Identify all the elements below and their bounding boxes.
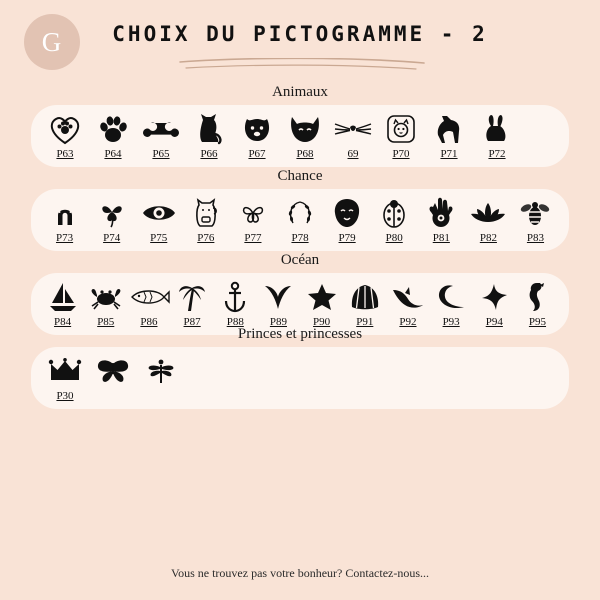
pictogram-item[interactable] bbox=[425, 112, 473, 161]
logo-letter: G bbox=[41, 26, 63, 57]
sea-star-icon[interactable] bbox=[479, 280, 509, 314]
pictogram-item[interactable] bbox=[257, 280, 300, 329]
pictogram-row bbox=[31, 347, 569, 409]
pictogram-code: P63 bbox=[56, 148, 74, 160]
pictogram-code: P77 bbox=[244, 232, 262, 244]
pictogram-code: P67 bbox=[248, 148, 266, 160]
pug-face-icon[interactable] bbox=[241, 112, 273, 146]
pictogram-code: P65 bbox=[152, 148, 170, 160]
section-princes-et-princesses bbox=[0, 326, 600, 409]
pictogram-item[interactable] bbox=[324, 196, 371, 245]
crab-icon[interactable] bbox=[88, 280, 124, 314]
pictogram-item[interactable] bbox=[41, 354, 89, 403]
pictogram-code: P82 bbox=[479, 232, 497, 244]
pictogram-code: P94 bbox=[485, 316, 503, 328]
wave-icon[interactable] bbox=[436, 280, 466, 314]
pictogram-code: P68 bbox=[296, 148, 314, 160]
butterfly-icon[interactable] bbox=[96, 354, 130, 388]
pictogram-item[interactable] bbox=[41, 112, 89, 161]
lotus-flower-icon[interactable] bbox=[470, 196, 506, 230]
pictogram-item[interactable] bbox=[89, 354, 137, 390]
hamsa-hand-icon[interactable] bbox=[427, 196, 455, 230]
pictogram-code: P84 bbox=[54, 316, 72, 328]
pictogram-item[interactable] bbox=[473, 280, 516, 329]
pictogram-code: P85 bbox=[97, 316, 115, 328]
laurel-wreath-icon[interactable] bbox=[285, 196, 315, 230]
pictogram-row bbox=[31, 189, 569, 251]
pictogram-item[interactable] bbox=[135, 196, 182, 245]
pictogram-row bbox=[31, 105, 569, 167]
pictogram-item[interactable] bbox=[377, 112, 425, 161]
pictogram-code: P81 bbox=[432, 232, 450, 244]
pictogram-code: P90 bbox=[313, 316, 331, 328]
anchor-icon[interactable] bbox=[222, 280, 248, 314]
section-chance bbox=[0, 168, 600, 251]
pictogram-code: P76 bbox=[197, 232, 215, 244]
scallop-shell-icon[interactable] bbox=[350, 280, 380, 314]
pictogram-code: P30 bbox=[56, 390, 74, 402]
page-title: CHOIX DU PICTOGRAMME - 2 bbox=[112, 22, 488, 46]
pictogram-item[interactable] bbox=[465, 196, 512, 245]
pictogram-code: P80 bbox=[385, 232, 403, 244]
pictogram-item[interactable] bbox=[418, 196, 465, 245]
pictogram-item[interactable] bbox=[430, 280, 473, 329]
section-title: Princes et princesses bbox=[237, 326, 363, 342]
pictogram-code: P88 bbox=[226, 316, 244, 328]
heart-paw-icon[interactable] bbox=[48, 112, 82, 146]
pictogram-item[interactable] bbox=[137, 112, 185, 161]
palm-tree-icon[interactable] bbox=[177, 280, 207, 314]
maneki-neko-icon[interactable] bbox=[192, 196, 220, 230]
pictogram-code: P79 bbox=[338, 232, 356, 244]
pictogram-code: P95 bbox=[528, 316, 547, 328]
pictogram-item[interactable] bbox=[343, 280, 386, 329]
bee-icon[interactable] bbox=[520, 196, 550, 230]
pictogram-item[interactable] bbox=[214, 280, 257, 329]
pictogram-item[interactable] bbox=[84, 280, 127, 329]
pictogram-code: P92 bbox=[399, 316, 417, 328]
pictogram-code: P86 bbox=[140, 316, 158, 328]
pictogram-code: P78 bbox=[291, 232, 309, 244]
section-title: Océan bbox=[280, 252, 320, 268]
pictogram-item[interactable] bbox=[41, 280, 84, 329]
pictogram-code: P87 bbox=[183, 316, 201, 328]
dog-bone-icon[interactable] bbox=[143, 112, 179, 146]
cat-portrait-icon[interactable] bbox=[385, 112, 417, 146]
pictogram-item[interactable] bbox=[171, 280, 214, 329]
cat-sitting-icon[interactable] bbox=[195, 112, 223, 146]
evil-eye-icon[interactable] bbox=[141, 196, 177, 230]
pictogram-item[interactable] bbox=[329, 112, 377, 161]
pictogram-item[interactable] bbox=[89, 112, 137, 161]
dragonfly-icon[interactable] bbox=[145, 354, 177, 388]
pictogram-code: 69 bbox=[347, 148, 359, 160]
title-underline-decoration bbox=[176, 58, 428, 72]
pictogram-item[interactable] bbox=[137, 354, 185, 390]
section-title: Animaux bbox=[272, 84, 328, 100]
pictogram-item[interactable] bbox=[182, 196, 229, 245]
pictogram-item[interactable] bbox=[41, 196, 88, 245]
pictogram-code: P83 bbox=[526, 232, 545, 244]
sailboat-icon[interactable] bbox=[48, 280, 78, 314]
pictogram-item[interactable] bbox=[300, 280, 343, 329]
paw-print-icon[interactable] bbox=[97, 112, 129, 146]
horse-icon[interactable] bbox=[433, 112, 465, 146]
pictogram-item[interactable] bbox=[233, 112, 281, 161]
crown-icon[interactable] bbox=[48, 354, 82, 388]
pictogram-code: P74 bbox=[103, 232, 121, 244]
horseshoe-icon[interactable] bbox=[50, 196, 80, 230]
cat-face-icon[interactable] bbox=[288, 112, 322, 146]
four-leaf-clover-icon[interactable] bbox=[97, 196, 127, 230]
pictogram-code: P72 bbox=[488, 148, 506, 160]
footer-note: Vous ne trouvez pas votre bonheur? Contactez-nous... bbox=[170, 566, 430, 580]
pictogram-item[interactable] bbox=[516, 280, 559, 329]
whale-tail-icon[interactable] bbox=[262, 280, 294, 314]
pictogram-item[interactable] bbox=[127, 280, 170, 329]
ladybug-icon[interactable] bbox=[381, 196, 407, 230]
section-animaux bbox=[0, 84, 600, 167]
whiskers-icon[interactable] bbox=[333, 112, 373, 146]
pictogram-item[interactable] bbox=[386, 280, 429, 329]
seahorse-icon[interactable] bbox=[525, 280, 549, 314]
pictogram-code: P70 bbox=[392, 148, 410, 160]
pictogram-item[interactable] bbox=[281, 112, 329, 161]
fish-icon[interactable] bbox=[128, 280, 170, 314]
pictogram-code: P89 bbox=[269, 316, 287, 328]
pictogram-item[interactable] bbox=[88, 196, 135, 245]
pictogram-item[interactable] bbox=[229, 196, 276, 245]
lion-head-icon[interactable] bbox=[332, 196, 362, 230]
pictogram-item[interactable] bbox=[371, 196, 418, 245]
rabbit-icon[interactable] bbox=[482, 112, 512, 146]
pictogram-code: P64 bbox=[104, 148, 122, 160]
pictogram-item[interactable] bbox=[473, 112, 521, 161]
pictogram-code: P93 bbox=[442, 316, 460, 328]
pictogram-item[interactable] bbox=[276, 196, 323, 245]
pictogram-code: P91 bbox=[356, 316, 374, 328]
dolphin-icon[interactable] bbox=[391, 280, 425, 314]
pictogram-item[interactable] bbox=[185, 112, 233, 161]
pictogram-code: P75 bbox=[150, 232, 168, 244]
section-ocean bbox=[0, 252, 600, 335]
pictogram-code: P66 bbox=[200, 148, 218, 160]
clover-outline-icon[interactable] bbox=[238, 196, 268, 230]
starfish-icon[interactable] bbox=[307, 280, 337, 314]
pictogram-code: P71 bbox=[440, 148, 458, 160]
section-title: Chance bbox=[277, 168, 323, 184]
pictogram-item[interactable] bbox=[512, 196, 559, 245]
pictogram-code: P73 bbox=[55, 232, 74, 244]
